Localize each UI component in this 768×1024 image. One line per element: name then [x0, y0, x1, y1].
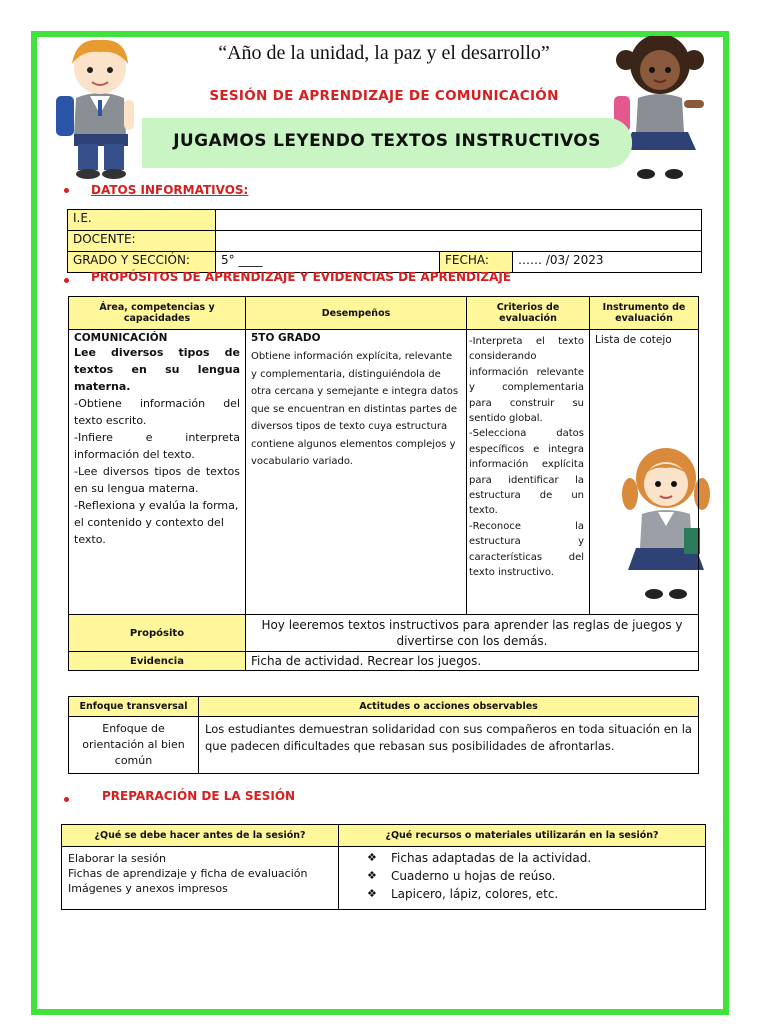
recursos-cell [339, 847, 706, 910]
preparacion-heading: PREPARACIÓN DE LA SESIÓN [102, 789, 296, 803]
capacidad-item: -Obtiene información del texto escrito. [74, 397, 240, 427]
instrumento-text: Lista de cotejo [595, 334, 672, 346]
desempeno-text: Obtiene información explícita, relevante y complementaria, distinguiéndola de otra cercana y semejante e integra datos que se encuentran en distintas partes de diversos tipos de texto cuya estructura contiene algunos elementos complejos y vocabulario variado. [251, 351, 459, 467]
col-criterios: Criterios de evaluación [467, 297, 590, 330]
antes-item: Imágenes y anexos impresos [68, 882, 228, 895]
capacidad-item: -Infiere e interpreta información del texto. [74, 431, 240, 461]
col-antes: ¿Qué se debe hacer antes de la sesión? [62, 825, 339, 847]
bullet-icon [64, 278, 69, 283]
fecha-label: FECHA: [440, 252, 513, 273]
col-actitudes: Actitudes o acciones observables [199, 697, 699, 717]
docente-value [216, 231, 702, 252]
year-motto: “Año de la unidad, la paz y el desarrollo” [218, 42, 550, 64]
antes-item: Elaborar la sesión [68, 852, 167, 865]
area-title: COMUNICACIÓN [74, 332, 168, 344]
datos-heading: DATOS INFORMATIVOS: [91, 183, 249, 197]
antes-item: Fichas de aprendizaje y ficha de evaluación [68, 867, 308, 880]
antes-cell [62, 847, 339, 910]
instrumento-cell [590, 330, 699, 615]
evidencia-text: Ficha de actividad. Recrear los juegos. [246, 652, 699, 671]
capacidad-item: -Lee diversos tipos de textos en su lengua materna. [74, 465, 240, 495]
col-area: Área, competencias y capacidades [69, 297, 246, 330]
grado-value: 5° ____ [216, 252, 440, 273]
bullet-icon [64, 797, 69, 802]
col-instrumento: Instrumento de evaluación [590, 297, 699, 330]
competencia: Lee diversos tipos de textos en su lengua materna. [74, 346, 240, 393]
enfoque-table [68, 696, 699, 774]
grado-label: GRADO Y SECCIÓN: [68, 252, 216, 273]
ie-value [216, 210, 702, 231]
evidencia-label: Evidencia [69, 652, 246, 671]
fecha-value: …… /03/ 2023 [513, 252, 702, 273]
proposito-label: Propósito [69, 615, 246, 652]
actitud-text: Los estudiantes demuestran solidaridad con sus compañeros en toda situación en la que padecen dificultades que rebasan sus posibilidades de afrontarlas. [199, 717, 699, 774]
enfoque-name: Enfoque de orientación al bien común [69, 717, 199, 774]
proposito-text: Hoy leeremos textos instructivos para aprender las reglas de juegos y divertirse con los demás. [246, 615, 699, 652]
recurso-text: Fichas adaptadas de la actividad. [391, 851, 592, 865]
diamond-bullet-icon: ❖ [367, 869, 377, 882]
ie-label: I.E. [68, 210, 216, 231]
diamond-bullet-icon: ❖ [367, 887, 377, 900]
capacidad-item: -Reflexiona y evalúa la forma, el contenido y contexto del texto. [74, 499, 239, 546]
preparacion-table [61, 824, 706, 910]
datos-table [67, 209, 702, 273]
diamond-bullet-icon: ❖ [367, 851, 377, 864]
criterio-item: -Selecciona datos específicos e integra información explícita para identificar la estructura de un texto. [469, 428, 584, 517]
col-recursos: ¿Qué recursos o materiales utilizarán en la sesión? [339, 825, 706, 847]
session-subtitle: SESIÓN DE APRENDIZAJE DE COMUNICACIÓN [209, 88, 559, 104]
recurso-item [363, 867, 699, 885]
session-title: JUGAMOS LEYENDO TEXTOS INSTRUCTIVOS [173, 131, 601, 151]
grado-title: 5TO GRADO [251, 332, 321, 344]
criterio-item: -Interpreta el texto considerando información relevante y complementaria para construir su sentido global. [469, 336, 584, 425]
desempeno-cell [246, 330, 467, 615]
recurso-item [363, 849, 699, 867]
col-desempenos: Desempeños [246, 297, 467, 330]
recurso-item [363, 885, 699, 903]
criterios-cell [467, 330, 590, 615]
area-cell [69, 330, 246, 615]
col-enfoque: Enfoque transversal [69, 697, 199, 717]
docente-label: DOCENTE: [68, 231, 216, 252]
propositos-heading: PROPÓSITOS DE APRENDIZAJE Y EVIDENCIAS DE APRENDIZAJE [91, 270, 512, 284]
recurso-text: Cuaderno u hojas de reúso. [391, 869, 556, 883]
propositos-table [68, 296, 699, 671]
criterio-item: -Reconoce la estructura y características del texto instructivo. [469, 520, 584, 579]
recurso-text: Lapicero, lápiz, colores, etc. [391, 887, 559, 901]
bullet-icon [64, 188, 69, 193]
